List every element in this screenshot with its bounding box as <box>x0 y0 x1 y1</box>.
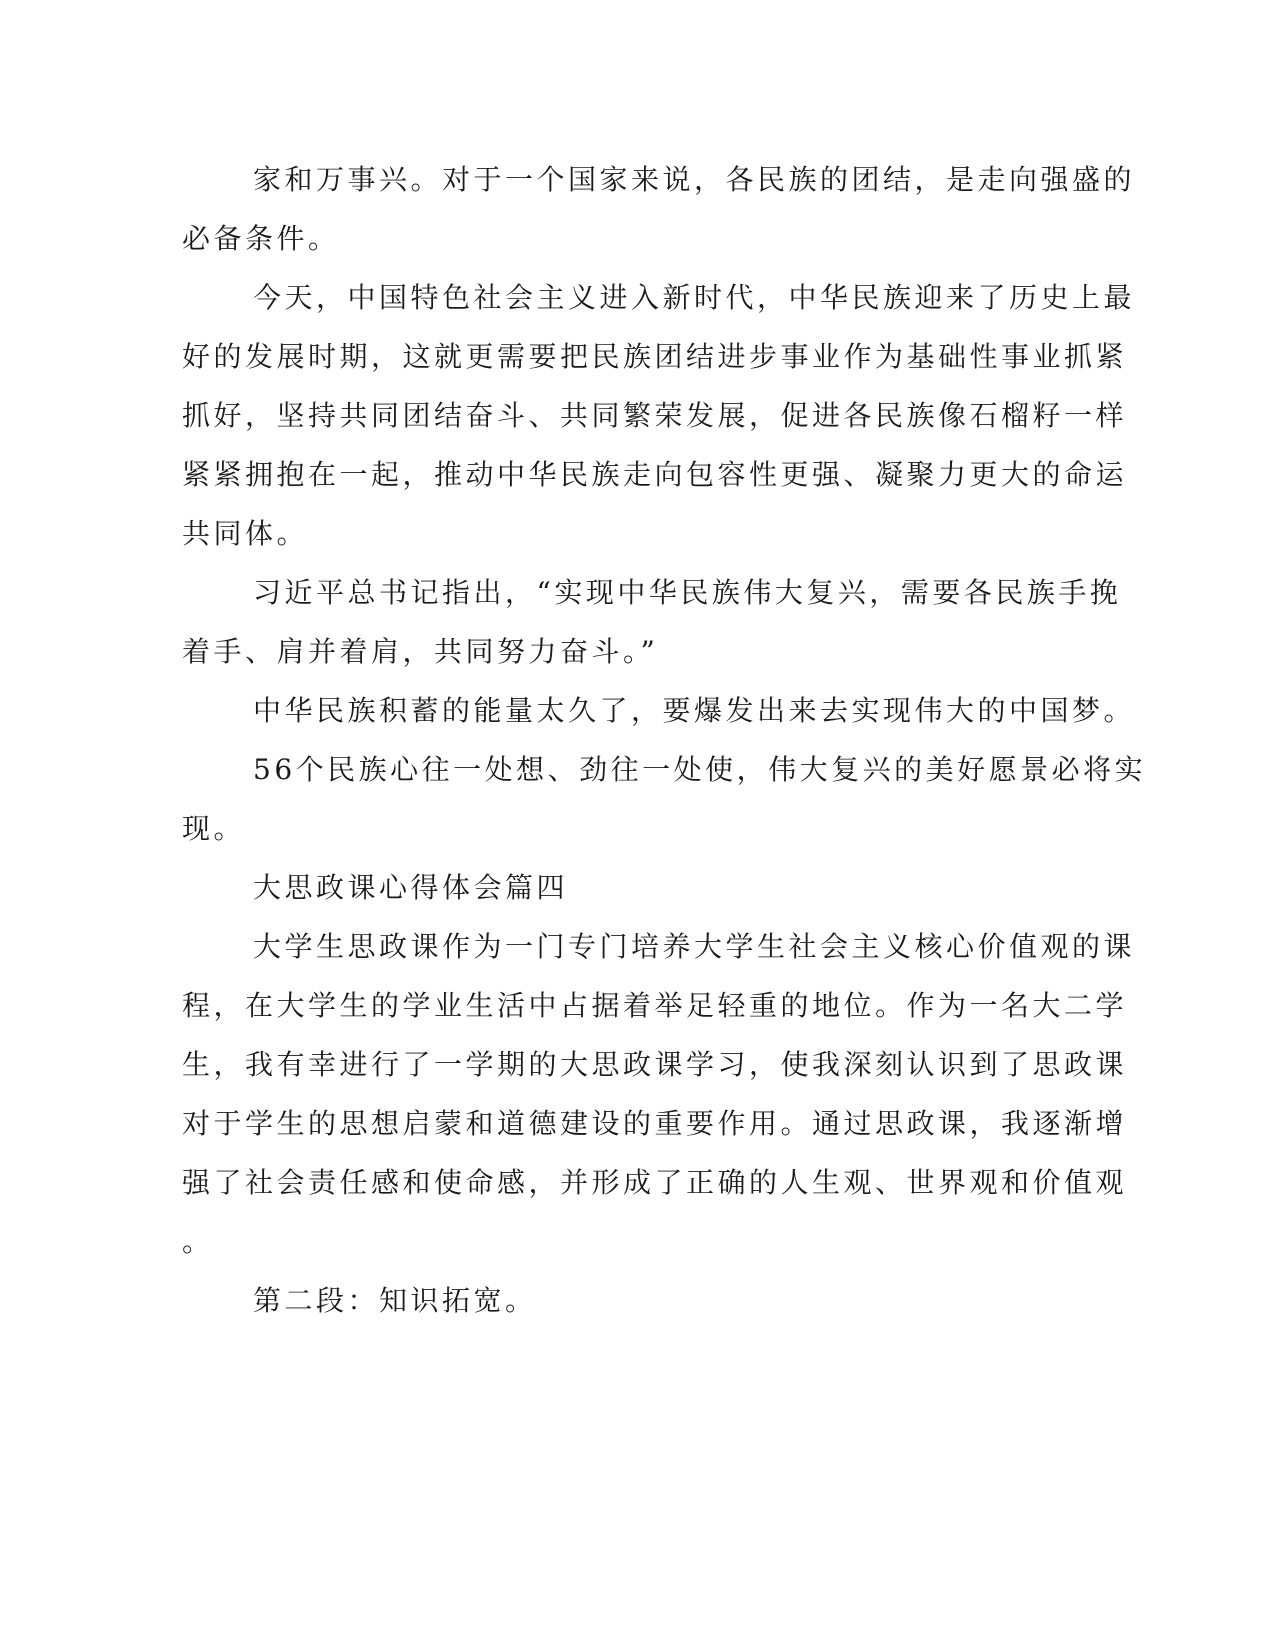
text-line: 第二段：知识拓宽。 <box>253 1284 537 1317</box>
text-line: 今天，中国特色社会主义进入新时代，中华民族迎来了历史上最 <box>253 281 1136 314</box>
text-line: 中华民族积蓄的能量太久了，要爆发出来去实现伟大的中国梦。 <box>253 694 1136 727</box>
document-body <box>182 150 1147 1330</box>
text-line: 56个民族心往一处想、劲往一处使，伟大复兴的美好愿景必将实 <box>253 753 1147 786</box>
text-line: 程，在大学生的学业生活中占据着举足轻重的地位。作为一名大二学 <box>182 989 1128 1022</box>
text-line: 紧紧拥抱在一起，推动中华民族走向包容性更强、凝聚力更大的命运 <box>182 458 1128 491</box>
text-line: 必备条件。 <box>182 222 340 255</box>
text-line: 对于学生的思想启蒙和道德建设的重要作用。通过思政课，我逐渐增 <box>182 1107 1128 1140</box>
text-line: 现。 <box>182 812 246 845</box>
text-line: 强了社会责任感和使命感，并形成了正确的人生观、世界观和价值观 <box>182 1166 1128 1199</box>
text-line: 抓好，坚持共同团结奋斗、共同繁荣发展，促进各民族像石榴籽一样 <box>182 399 1128 432</box>
text-line: 好的发展时期，这就更需要把民族团结进步事业作为基础性事业抓紧 <box>182 340 1128 373</box>
text-line: 着手、肩并着肩，共同努力奋斗。” <box>182 635 659 668</box>
text-line: 共同体。 <box>182 517 309 550</box>
section-heading: 大思政课心得体会篇四 <box>253 871 569 904</box>
text-line: 大学生思政课作为一门专门培养大学生社会主义核心价值观的课 <box>253 930 1136 963</box>
text-line: 家和万事兴。对于一个国家来说，各民族的团结，是走向强盛的 <box>253 163 1136 196</box>
text-line: 生，我有幸进行了一学期的大思政课学习，使我深刻认识到了思政课 <box>182 1048 1128 1081</box>
text-line: 习近平总书记指出，“实现中华民族伟大复兴，需要各民族手挽 <box>253 576 1122 609</box>
text-line: 。 <box>182 1225 214 1258</box>
